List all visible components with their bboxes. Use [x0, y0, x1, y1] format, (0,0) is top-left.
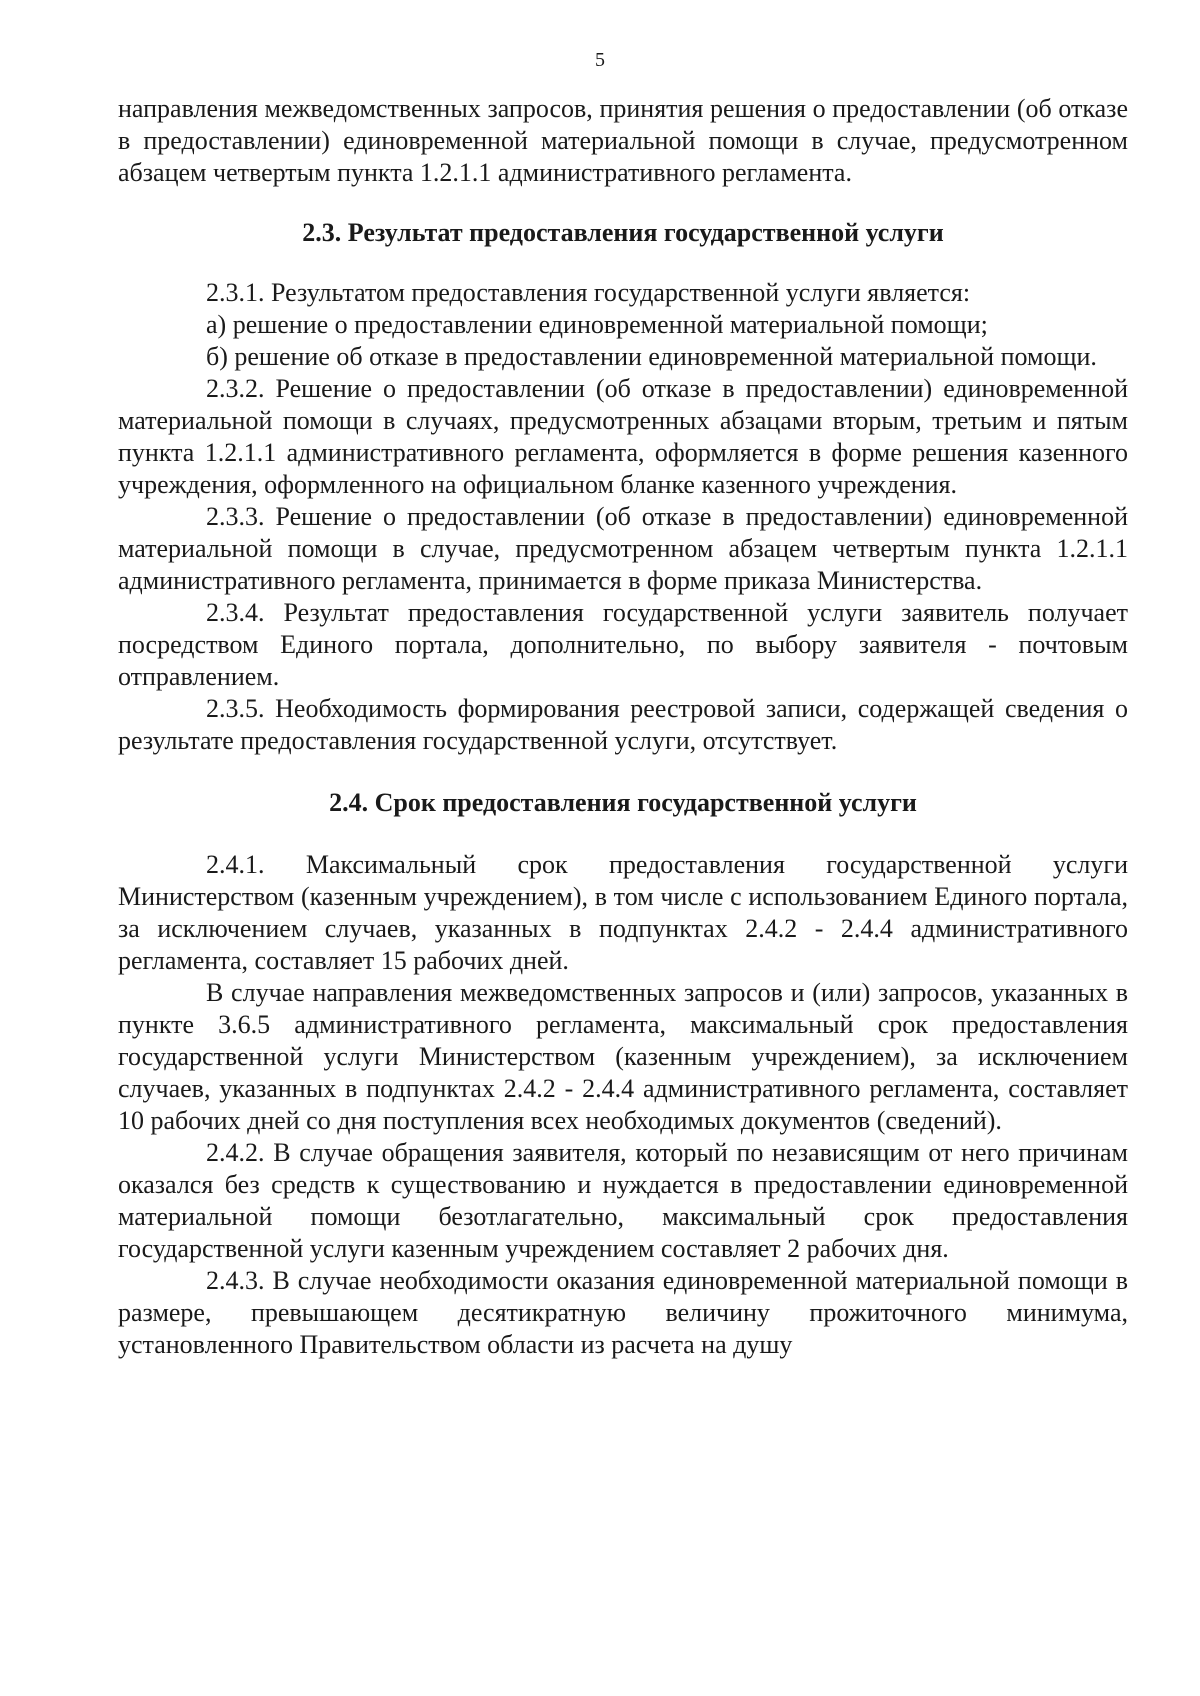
paragraph-2-3-1-a: а) решение о предоставлении единовременной материальной помощи;	[206, 310, 988, 339]
paragraph-2-3-5: 2.3.5. Необходимость формирования реестровой записи, содержащей сведения о результате предоставления государственной услуги, отсутствует.	[118, 694, 1128, 755]
section-heading-2-3: 2.3. Результат предоставления государственной услуги	[302, 218, 944, 247]
page-number: 5	[595, 49, 605, 71]
section-heading-2-4: 2.4. Срок предоставления государственной услуги	[329, 788, 917, 817]
paragraph-2-4-2: 2.4.2. В случае обращения заявителя, который по независящим от него причинам оказался без средств к существованию и нуждается в предоставлении единовременной материальной помощи безотлагательно, максимальный срок предоставления государственной услуги казенным учреждением составляет 2 рабочих дня.	[118, 1138, 1128, 1263]
paragraph-2-4-3: 2.4.3. В случае необходимости оказания единовременной материальной помощи в размере, превышающем десятикратную величину прожиточного минимума, установленного Правительством области из расчета на душу	[118, 1266, 1128, 1359]
paragraph-2-3-2: 2.3.2. Решение о предоставлении (об отказе в предоставлении) единовременной материальной помощи в случаях, предусмотренных абзацами вторым, третьим и пятым пункта 1.2.1.1 административного регламента, оформляется в форме решения казенного учреждения, оформленного на официальном бланке казенного учреждения.	[118, 374, 1128, 499]
paragraph-2-4-1-extra: В случае направления межведомственных запросов и (или) запросов, указанных в пункте 3.6.5 административного регламента, максимальный срок предоставления государственной услуги Министерством (казенным учреждением), за исключением случаев, указанных в подпунктах 2.4.2 - 2.4.4 административного регламента, составляет 10 рабочих дней со дня поступления всех необходимых документов (сведений).	[118, 978, 1128, 1135]
paragraph-2-3-3: 2.3.3. Решение о предоставлении (об отказе в предоставлении) единовременной материальной помощи в случае, предусмотренном абзацем четвертым пункта 1.2.1.1 административного регламента, принимается в форме приказа Министерства.	[118, 502, 1128, 595]
document-body	[118, 93, 1128, 1361]
paragraph-2-3-4: 2.3.4. Результат предоставления государственной услуги заявитель получает посредством Единого портала, дополнительно, по выбору заявителя - почтовым отправлением.	[118, 598, 1128, 691]
paragraph-2-4-1: 2.4.1. Максимальный срок предоставления государственной услуги Министерством (казенным учреждением), в том числе с использованием Единого портала, за исключением случаев, указанных в подпунктах 2.4.2 - 2.4.4 административного регламента, составляет 15 рабочих дней.	[118, 850, 1128, 975]
paragraph-2-3-1-b: б) решение об отказе в предоставлении единовременной материальной помощи.	[206, 342, 1097, 371]
paragraph-2-3-1: 2.3.1. Результатом предоставления государственной услуги является:	[206, 278, 971, 307]
intro-paragraph: направления межведомственных запросов, принятия решения о предоставлении (об отказе в предоставлении) единовременной материальной помощи в случае, предусмотренном абзацем четвертым пункта 1.2.1.1 административного регламента.	[118, 94, 1128, 187]
